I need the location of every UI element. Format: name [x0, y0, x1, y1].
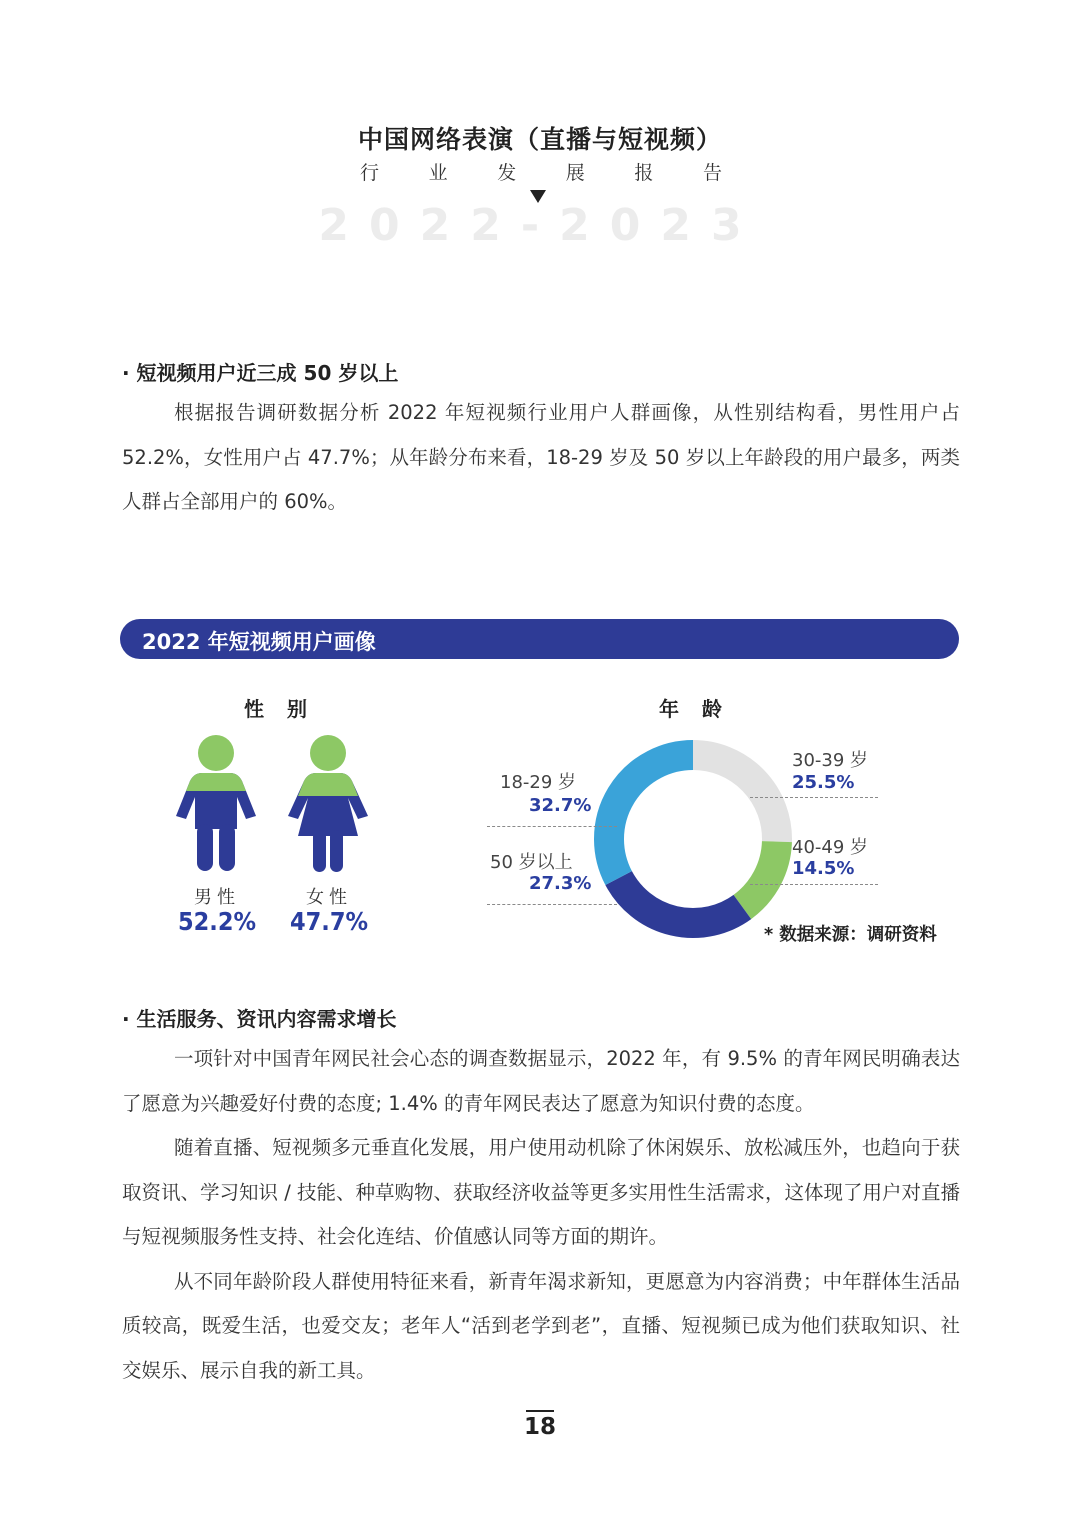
age-donut-chart: [582, 728, 804, 950]
paragraph-text: 一项针对中国青年网民社会心态的调查数据显示，2022 年，有 9.5% 的青年网民明确表达了愿意为兴趣爱好付费的态度; 1.4% 的青年网民表达了愿意为知识付费的态度。: [122, 1047, 960, 1115]
female-percentage: 47.7%: [289, 907, 369, 936]
age-title: 年 龄: [659, 697, 730, 721]
report-title: 中国网络表演（直播与短视频）: [357, 125, 722, 154]
leader-line: [487, 904, 617, 905]
section-paragraphs: [122, 1037, 960, 1393]
banner-title: 2022 年短视频用户画像: [142, 630, 376, 654]
age-pct-40-49: 14.5%: [792, 858, 855, 879]
section-paragraph: [122, 391, 960, 525]
age-label-30-39: 30-39 岁: [792, 750, 869, 771]
subtitle-char: 发: [497, 162, 517, 184]
leader-line: [750, 797, 878, 798]
male-figure-icon: [174, 734, 258, 874]
donut-slice-30-39岁: [693, 755, 777, 842]
report-years: 2022-2023: [318, 200, 762, 251]
age-label-18-29: 18-29 岁: [500, 772, 577, 793]
subtitle-char: 行: [360, 162, 380, 184]
age-label-50-plus: 50 岁以上: [490, 852, 573, 873]
age-pct-18-29: 32.7%: [529, 795, 592, 816]
female-figure-icon: [286, 734, 370, 874]
paragraph-text: 从不同年龄阶段人群使用特征来看，新青年渴求新知，更愿意为内容消费；中年群体生活品质较高，既爱生活，也爱交友；老年人“活到老学到老”，直播、短视频已成为他们获取知识、社交娱乐、展示自我的新工具。: [122, 1269, 960, 1382]
report-subtitle: [360, 158, 722, 185]
subtitle-char: 告: [702, 162, 722, 184]
age-label-40-49: 40-49 岁: [792, 837, 869, 858]
age-pct-30-39: 25.5%: [792, 772, 855, 793]
male-label: 男性: [194, 887, 240, 908]
paragraph-text: 随着直播、短视频多元垂直化发展，用户使用动机除了休闲娱乐、放松减压外，也趋向于获取资讯、学习知识 / 技能、种草购物、获取经济收益等更多实用性生活需求，这体现了用户对直播与短视频服务性支持、社会化连结、价值感认同等方面的期许。: [122, 1136, 960, 1248]
paragraph-text: 根据报告调研数据分析 2022 年短视频行业用户人群画像，从性别结构看，男性用户占 52.2%，女性用户占 47.7%；从年龄分布来看，18-29 岁及 50 岁以上年龄段的用户最多，两类人群占全部用户的 60%。: [122, 401, 960, 513]
section-heading: · 短视频用户近三成 50 岁以上: [122, 361, 399, 385]
female-label: 女性: [306, 887, 352, 908]
donut-slice-40-49岁: [742, 842, 777, 907]
page-number-rule: [526, 1410, 554, 1412]
subtitle-char: 展: [565, 162, 585, 184]
subtitle-char: 报: [634, 162, 654, 184]
donut-slice-50岁以上: [619, 878, 743, 923]
male-percentage: 52.2%: [177, 907, 257, 936]
gender-title: 性 别: [244, 697, 315, 721]
data-source-note: * 数据来源：调研资料: [764, 925, 937, 945]
leader-line: [487, 826, 617, 827]
age-pct-50-plus: 27.3%: [529, 873, 592, 894]
subtitle-char: 业: [428, 162, 448, 184]
donut-slice-18-29岁: [609, 755, 693, 878]
section-heading: · 生活服务、资讯内容需求增长: [122, 1007, 397, 1031]
leader-line: [750, 884, 878, 885]
page-number: 18: [523, 1414, 556, 1440]
